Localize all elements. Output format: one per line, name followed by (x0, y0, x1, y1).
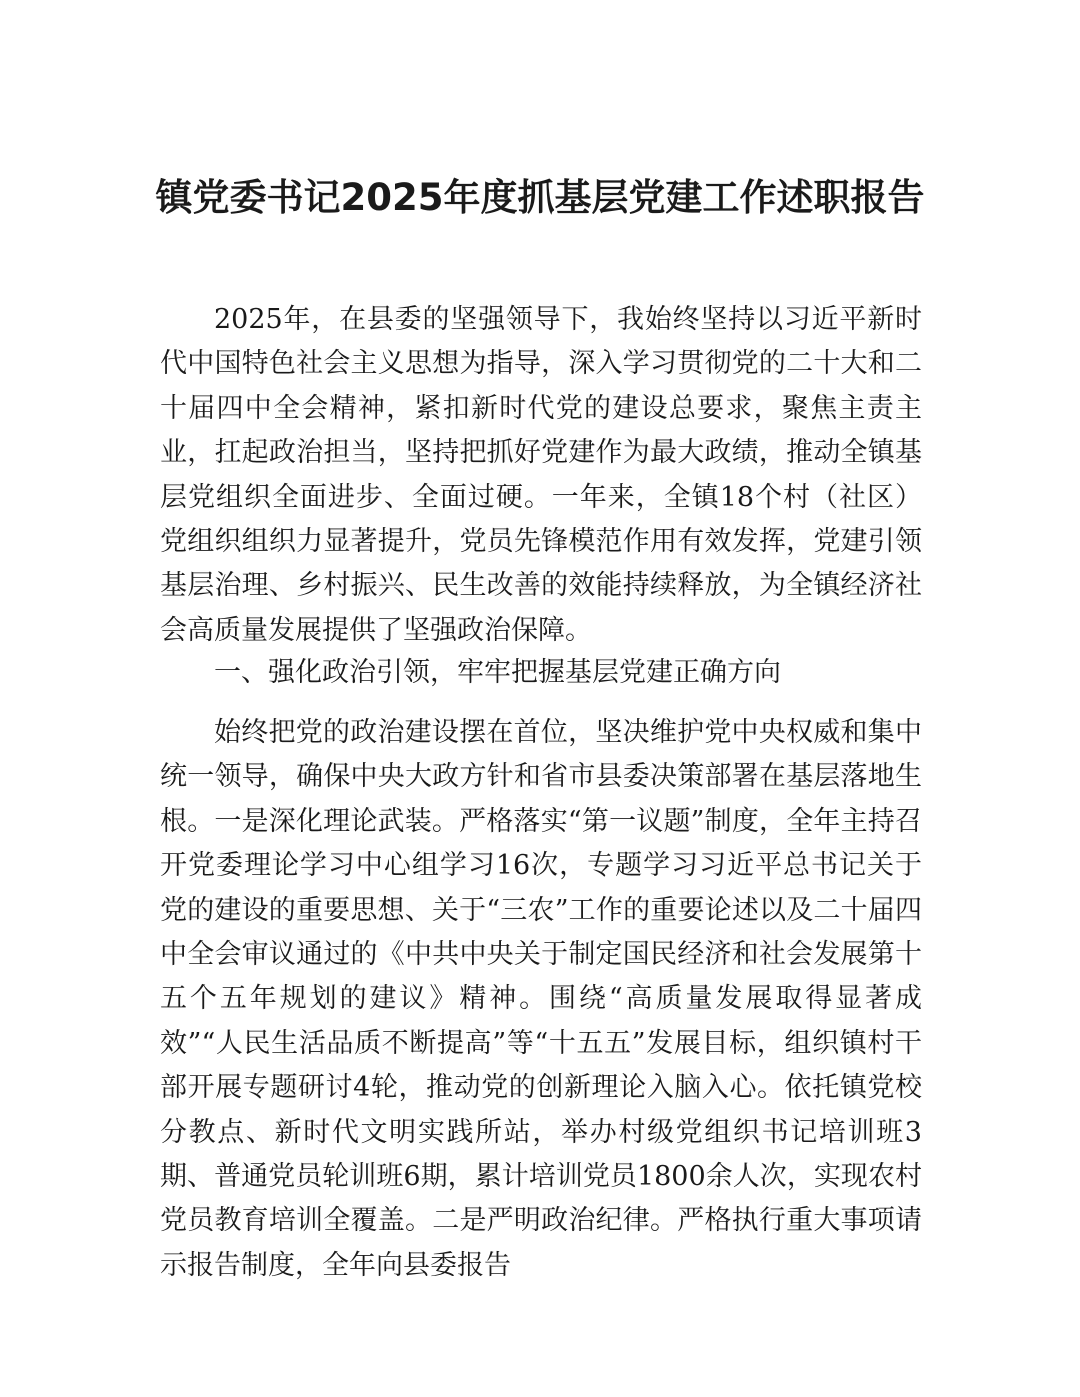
intro-paragraph: 2025年，在县委的坚强领导下，我始终坚持以习近平新时代中国特色社会主义思想为指导，深入学习贯彻党的二十大和二十届四中全会精神，紧扣新时代党的建设总要求，聚焦主责主业，扛起政治担当，坚持把抓好党建作为最大政绩，推动全镇基层党组织全面进步、全面过硬。一年来，全镇18个村（社区）党组织组织力显著提升，党员先锋模范作用有效发挥，党建引领基层治理、乡村振兴、民生改善的效能持续释放，为全镇经济社会高质量发展提供了坚强政治保障。 (160, 304, 922, 646)
section-1-paragraph: 始终把党的政治建设摆在首位，坚决维护党中央权威和集中统一领导，确保中央大政方针和省市县委决策部署在基层落地生根。一是深化理论武装。严格落实“第一议题”制度，全年主持召开党委理论学习中心组学习16次，专题学习习近平总书记关于党的建设的重要思想、关于“三农”工作的重要论述以及二十届四中全会审议通过的《中共中央关于制定国民经济和社会发展第十五个五年规划的建议》精神。围绕“高质量发展取得显著成效”“人民生活品质不断提高”等“十五五”发展目标，组织镇村干部开展专题研讨4轮，推动党的创新理论入脑入心。依托镇党校分教点、新时代文明实践所站，举办村级党组织书记培训班3期、普通党员轮训班6期，累计培训党员1800余人次，实现农村党员教育培训全覆盖。二是严明政治纪律。严格执行重大事项请示报告制度，全年向县委报告 (160, 717, 922, 1281)
section-1-heading: 一、强化政治引领，牢牢把握基层党建正确方向 (214, 657, 781, 688)
document-title: 镇党委书记2025年度抓基层党建工作述职报告 (155, 176, 925, 219)
